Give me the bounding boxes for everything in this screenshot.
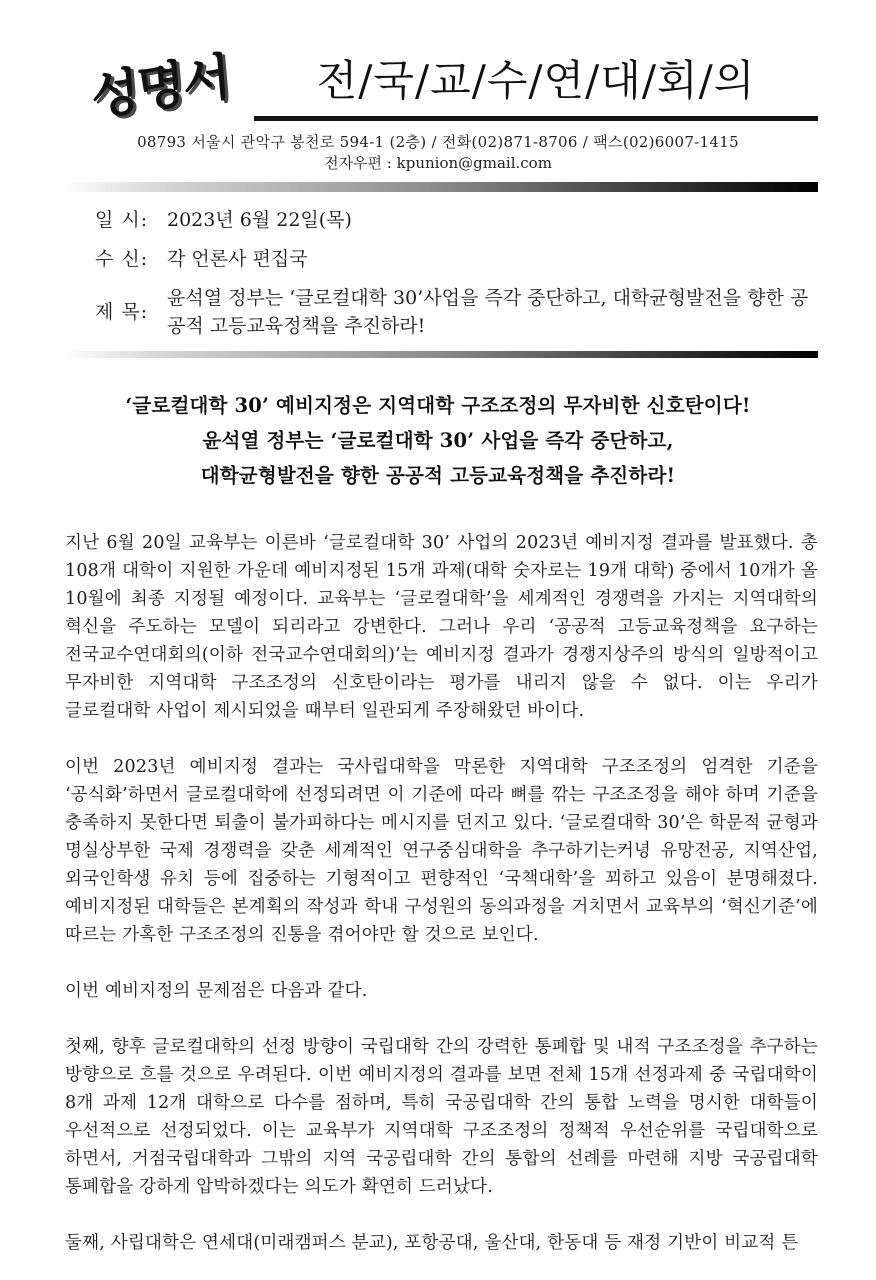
title-divider-rule bbox=[254, 116, 818, 121]
org-title: 전/국/교/수/연/대/회/의 bbox=[316, 56, 756, 105]
meta-value-subject: 윤석열 정부는 ‘글로컬대학 30’사업을 즉각 중단하고, 대학균형발전을 향한 공공적 고등교육정책을 추진하라! bbox=[167, 287, 809, 337]
body-paragraph-5: 둘째, 사립대학은 연세대(미래캠퍼스 분교), 포항공대, 울산대, 한동대 등 재정 기반이 비교적 튼 bbox=[65, 1233, 799, 1253]
headline-line-1: ‘글로컬대학 30’ 예비지정은 지역대학 구조조정의 무자비한 신호탄이다! bbox=[125, 394, 751, 417]
email-line: 전자우편 : kpunion@gmail.com bbox=[324, 154, 552, 172]
body-paragraph-4: 첫째, 향후 글로컬대학의 선정 방향이 국립대학 간의 강력한 통폐합 및 내적 구조조정을 추구하는 방향으로 흐를 것으로 우려된다. 이번 예비지정의 결과를 보면 전체 15개 선정과제 중 국립대학이 8개 과제 12개 대학으로 다수를 점하며, 특히 국공립대학 간의 통합 노력을 명시한 대학들이 우선적으로 선정되었다. 이는 교육부가 지역대학 구조조정의 정책적 우선순위를 국립대학으로 하면서, 거점국립대학과 그밖의 지역 국공립대학 간의 통합의 선례를 마련해 지방 국공립대학 통폐합을 강하게 압박하겠다는 의도가 확연히 드러났다. bbox=[65, 1037, 818, 1197]
meta-row-subject bbox=[95, 284, 818, 340]
body-paragraph-3: 이번 예비지정의 문제점은 다음과 같다. bbox=[65, 981, 368, 1001]
gradient-divider-bottom bbox=[64, 351, 818, 358]
address-line: 08793 서울시 관악구 봉천로 594-1 (2층) / 전화(02)871-8706 / 팩스(02)6007-1415 bbox=[137, 133, 739, 151]
meta-row-date bbox=[95, 206, 818, 234]
statement-body bbox=[65, 529, 818, 1257]
body-paragraph-2: 이번 2023년 예비지정 결과는 국사립대학을 막론한 지역대학 구조조정의 엄격한 기준을 ‘공식화’하면서 글로컬대학에 선정되려면 이 기준에 따라 뼈를 깎는 구조조정을 해야 하며 기준을 충족하지 못한다면 퇴출이 불가피하다는 메시지를 던지고 있다. ‘글로컬대학 30’은 학문적 균형과 명실상부한 국제 경쟁력을 갖춘 세계적인 연구중심대학을 추구하기는커녕 유망전공, 지역산업, 외국인학생 유치 등에 집중하는 기형적이고 편향적인 ‘국책대학’을 꾀하고 있음이 분명해졌다. 예비지정된 대학들은 본계획의 작성과 학내 구성원의 동의과정을 거치면서 교육부의 ‘혁신기준’에 따르는 가혹한 구조조정의 진통을 겪어야만 할 것으로 보인다. bbox=[65, 757, 818, 945]
headline-line-2: 윤석열 정부는 ‘글로컬대학 30’ 사업을 즉각 중단하고, bbox=[202, 429, 674, 452]
body-paragraph-1: 지난 6월 20일 교육부는 이른바 ‘글로컬대학 30’ 사업의 2023년 예비지정 결과를 발표했다. 총 108개 대학이 지원한 가운데 예비지정된 15개 과제(대학 숫자로는 19개 대학) 중에서 10개가 올 10월에 최종 지정될 예정이다. 교육부는 ‘글로컬대학’을 세계적인 경쟁력을 가지는 지역대학의 혁신을 주도하는 모델이 되리라고 강변한다. 그러나 우리 ‘공공적 고등교육정책을 요구하는 전국교수연대회의(이하 전국교수연대회의)’는 예비지정 결과가 경쟁지상주의 방식의 일방적이고 무자비한 지역대학 구조조정의 신호탄이라는 평가를 내리지 않을 수 없다. 이는 우리가 글로컬대학 사업이 제시되었을 때부터 일관되게 주장해왔던 바이다. bbox=[65, 533, 818, 721]
meta-row-recipient bbox=[95, 245, 818, 273]
meta-value-date: 2023년 6월 22일(목) bbox=[167, 209, 352, 231]
gradient-divider-top bbox=[64, 182, 818, 192]
meta-block bbox=[0, 192, 876, 340]
statement-logo: 성명서 bbox=[88, 47, 232, 127]
org-title-block bbox=[254, 52, 818, 121]
meta-label-subject: 제 목: bbox=[95, 301, 149, 323]
meta-label-date: 일 시: bbox=[95, 209, 149, 231]
headline-line-3: 대학균형발전을 향한 공공적 고등교육정책을 추진하라! bbox=[200, 464, 676, 487]
statement-headline bbox=[0, 388, 876, 493]
meta-label-recipient: 수 신: bbox=[95, 248, 149, 270]
letterhead bbox=[0, 47, 876, 127]
contact-block bbox=[0, 133, 876, 173]
meta-value-recipient: 각 언론사 편집국 bbox=[167, 248, 308, 270]
